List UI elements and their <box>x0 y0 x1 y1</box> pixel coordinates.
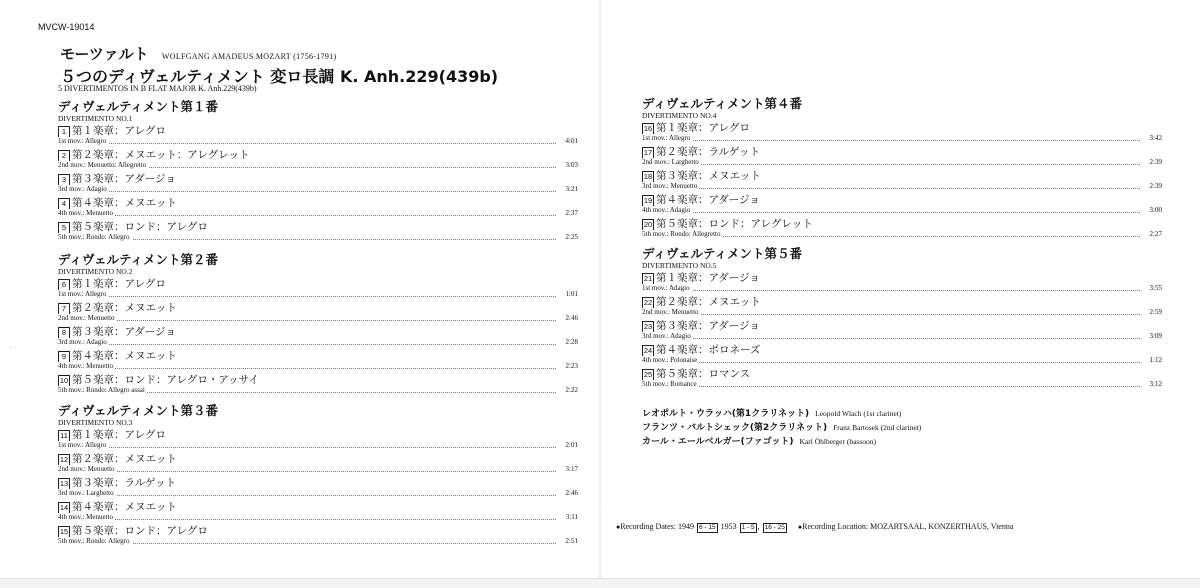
track-row <box>58 350 578 374</box>
track-title-en: 5th mov.: Romance <box>642 380 697 388</box>
track-title-jp: 第５楽章：ロンド：アレグロ <box>72 525 208 537</box>
track-title-jp: 第３楽章：メヌエット <box>656 170 761 182</box>
track-title-jp: 第５楽章：ロマンス <box>656 368 751 380</box>
track-duration: 2:27 <box>1149 230 1162 238</box>
track-duration: 2:23 <box>565 362 578 370</box>
divertimento-1 <box>58 99 578 245</box>
recording-dates-label: Recording Dates: 1949 <box>620 522 694 531</box>
leader-dots <box>60 543 556 544</box>
track-duration: 3:00 <box>1149 206 1162 214</box>
track-number: 24 <box>643 346 653 355</box>
track-duration: 3:42 <box>1149 134 1162 142</box>
track-row <box>58 525 578 549</box>
performer-3: カール・エールベルガー(ファゴット) Karl Öhlberger (bassoon) <box>642 437 877 447</box>
leader-dots <box>60 215 556 216</box>
track-title-en: 5th mov.: Rondo: Allegro <box>58 233 130 241</box>
track-title-en: 2nd mov.: Larghetto <box>642 158 699 166</box>
recording-year-1953: 1953 <box>720 522 737 531</box>
track-row <box>58 453 578 477</box>
track-duration: 4:01 <box>565 137 578 145</box>
track-duration: 2:39 <box>1149 158 1162 166</box>
track-title-jp: 第１楽章：アレグロ <box>72 429 166 441</box>
leader-dots <box>644 290 1140 291</box>
track-title-jp: 第４楽章：ポロネーズ <box>656 344 761 356</box>
track-title-jp: 第２楽章：メヌエット <box>656 296 761 308</box>
track-duration: 2:25 <box>565 233 578 241</box>
divertimento-title: ディヴェルティメント第２番 <box>58 252 219 267</box>
performers <box>642 407 921 449</box>
divertimento-title-en: DIVERTIMENTO NO.3 <box>58 418 133 427</box>
track-title-en: 3rd mov.: Larghetto <box>58 489 114 497</box>
track-title-en: 4th mov.: Menuetto <box>58 362 113 370</box>
work-title-en: 5 DIVERTIMENTOS IN B FLAT MAJOR K. Anh.229(439b) <box>58 84 257 93</box>
track-title-jp: 第４楽章：アダージョ <box>656 194 760 206</box>
track-title-en: 4th mov.: Menuetto <box>58 209 113 217</box>
track-row <box>642 146 1162 170</box>
performer-1: レオポルト・ウラッハ(第1クラリネット) Leopold Wlach (1st clarinet) <box>642 409 902 419</box>
divertimento-4 <box>642 96 1162 242</box>
leader-dots <box>60 296 556 297</box>
track-number: 3 <box>58 174 70 186</box>
track-row <box>58 125 578 149</box>
track-row <box>642 296 1162 320</box>
leader-dots <box>60 495 556 496</box>
recording-info: ●Recording Dates: 1949 6 - 15 1953 1 - 5 , 16 - 25 ●Recording Location: MOZARTSAAL, KONZERTHAUS, Vienna <box>616 522 1014 531</box>
track-number: 19 <box>643 196 653 205</box>
page-fold <box>598 0 602 587</box>
track-number: 5 <box>58 222 70 234</box>
divertimento-5 <box>642 246 1162 392</box>
work-title: ５つのディヴェルティメント 変ロ長調 K. Anh.229(439b) <box>60 67 499 86</box>
leader-dots <box>60 368 556 369</box>
track-row <box>58 278 578 302</box>
leader-dots <box>644 140 1140 141</box>
track-title-en: 2nd mov.: Menuetto <box>58 465 115 473</box>
divertimento-title: ディヴェルティメント第５番 <box>642 246 803 261</box>
track-number: 17 <box>643 148 653 157</box>
track-row <box>642 194 1162 218</box>
track-number: 12 <box>59 455 69 464</box>
track-number: 23 <box>643 322 653 331</box>
track-duration: 2:01 <box>565 441 578 449</box>
track-row <box>58 477 578 501</box>
catalog-number: MVCW-19014 <box>38 22 95 32</box>
leader-dots <box>644 362 1140 363</box>
leader-dots <box>60 471 556 472</box>
recording-location: Recording Location: MOZARTSAAL, KONZERTHAUS, Vienna <box>802 522 1014 531</box>
track-row <box>58 501 578 525</box>
composer-heading <box>60 43 336 64</box>
track-row <box>642 272 1162 296</box>
track-title-en: 4th mov.: Menuetto <box>58 513 113 521</box>
track-duration: 2:59 <box>1149 308 1162 316</box>
track-duration: 2:22 <box>565 386 578 394</box>
divertimento-3 <box>58 403 578 549</box>
leader-dots <box>60 344 556 345</box>
track-title-jp: 第５楽章：ロンド：アレグレット <box>656 218 813 230</box>
track-duration: 3:12 <box>1149 380 1162 388</box>
track-duration: 2:46 <box>565 314 578 322</box>
track-title-jp: 第３楽章：ラルゲット <box>72 477 177 489</box>
track-title-en: 1st mov.: Allegro <box>642 134 691 142</box>
track-title-en: 1st mov.: Allegro <box>58 137 107 145</box>
track-row <box>58 326 578 350</box>
track-row <box>58 149 578 173</box>
track-title-jp: 第３楽章：アダージョ <box>72 326 176 338</box>
track-number: 9 <box>58 351 70 363</box>
track-duration: 3:09 <box>1149 332 1162 340</box>
track-duration: 2:46 <box>565 489 578 497</box>
tracks-1953-b: 16 - 25 <box>764 524 785 531</box>
track-title-jp: 第１楽章：アレグロ <box>656 122 750 134</box>
leader-dots <box>60 447 556 448</box>
divertimento-2 <box>58 252 578 398</box>
edge-mark: · · <box>10 345 16 352</box>
track-title-jp: 第４楽章：メヌエット <box>72 350 177 362</box>
track-number: 4 <box>58 198 70 210</box>
track-number: 20 <box>643 220 653 229</box>
track-row <box>642 320 1162 344</box>
track-duration: 2:28 <box>565 338 578 346</box>
track-number: 1 <box>58 126 70 138</box>
track-title-en: 2nd mov.: Menuetto <box>642 308 699 316</box>
divertimento-title-en: DIVERTIMENTO NO.5 <box>642 261 717 270</box>
track-row <box>642 368 1162 392</box>
track-title-en: 5th mov.: Rondo: Allegro assai <box>58 386 145 394</box>
track-duration: 2:51 <box>565 537 578 545</box>
leader-dots <box>644 314 1140 315</box>
track-duration: 3:17 <box>565 465 578 473</box>
right-page <box>600 0 1200 587</box>
divertimento-title-en: DIVERTIMENTO NO.1 <box>58 114 133 123</box>
track-title-jp: 第２楽章：メヌエット：アレグレット <box>72 149 250 161</box>
track-title-jp: 第２楽章：メヌエット <box>72 302 177 314</box>
tracks-1949: 6 - 15 <box>699 524 716 531</box>
track-title-en: 5th mov.: Rondo: Allegro <box>58 537 130 545</box>
left-page <box>0 0 600 587</box>
track-title-jp: 第１楽章：アレグロ <box>72 125 166 137</box>
track-duration: 1:01 <box>565 290 578 298</box>
divertimento-title: ディヴェルティメント第４番 <box>642 96 803 111</box>
track-row <box>58 197 578 221</box>
divertimento-title: ディヴェルティメント第１番 <box>58 99 219 114</box>
track-row <box>642 218 1162 242</box>
track-title-en: 3rd mov.: Adagio <box>58 185 107 193</box>
track-title-en: 2nd mov.: Menuetto <box>58 314 115 322</box>
track-number: 8 <box>58 327 70 339</box>
composer-jp: モーツァルト <box>60 45 149 63</box>
track-title-en: 4th mov.: Polonaise <box>642 356 698 364</box>
track-number: 18 <box>643 172 653 181</box>
leader-dots <box>644 338 1140 339</box>
track-title-jp: 第１楽章：アダージョ <box>656 272 760 284</box>
track-duration: 2:37 <box>565 209 578 217</box>
track-number: 16 <box>643 124 653 133</box>
track-title-en: 3rd mov.: Adagio <box>58 338 107 346</box>
leader-dots <box>644 188 1140 189</box>
track-title-en: 1st mov.: Allegro <box>58 290 107 298</box>
track-number: 14 <box>59 503 69 512</box>
track-number: 7 <box>58 303 70 315</box>
track-duration: 2:39 <box>1149 182 1162 190</box>
track-duration: 1:12 <box>1149 356 1162 364</box>
track-duration: 3:03 <box>565 161 578 169</box>
divertimento-title-en: DIVERTIMENTO NO.4 <box>642 111 717 120</box>
track-title-jp: 第４楽章：メヌエット <box>72 197 177 209</box>
track-title-jp: 第３楽章：アダージョ <box>656 320 760 332</box>
track-number: 15 <box>59 527 69 536</box>
track-title-jp: 第３楽章：アダージョ <box>72 173 176 185</box>
track-title-en: 5th mov.: Rondo: Allegretto <box>642 230 721 238</box>
track-number: 21 <box>643 274 653 283</box>
leader-dots <box>60 191 556 192</box>
track-title-en: 2nd mov.: Menuetto: Allegretto <box>58 161 147 169</box>
leader-dots <box>60 239 556 240</box>
track-row <box>58 374 578 398</box>
track-duration: 3:11 <box>565 513 578 521</box>
track-row <box>58 173 578 197</box>
track-title-jp: 第２楽章：ラルゲット <box>656 146 761 158</box>
track-title-jp: 第１楽章：アレグロ <box>72 278 166 290</box>
track-number: 25 <box>643 370 653 379</box>
track-title-en: 1st mov.: Allegro <box>58 441 107 449</box>
track-duration: 3:55 <box>1149 284 1162 292</box>
track-number: 6 <box>58 279 70 291</box>
track-row <box>58 302 578 326</box>
track-row <box>58 221 578 245</box>
track-title-en: 3rd mov.: Adagio <box>642 332 691 340</box>
track-row <box>58 429 578 453</box>
track-number: 11 <box>58 430 70 442</box>
track-number: 10 <box>59 376 69 385</box>
track-title-jp: 第５楽章：ロンド：アレグロ・アッサイ <box>72 374 259 386</box>
leader-dots <box>60 519 556 520</box>
leader-dots <box>644 212 1140 213</box>
divertimento-title: ディヴェルティメント第３番 <box>58 403 219 418</box>
track-row <box>642 170 1162 194</box>
leader-dots <box>644 386 1140 387</box>
track-number: 13 <box>59 479 69 488</box>
leader-dots <box>60 320 556 321</box>
track-title-jp: 第４楽章：メヌエット <box>72 501 177 513</box>
track-number: 22 <box>643 298 653 307</box>
track-title-jp: 第５楽章：ロンド：アレグロ <box>72 221 208 233</box>
leader-dots <box>60 143 556 144</box>
track-title-jp: 第２楽章：メヌエット <box>72 453 177 465</box>
track-title-en: 1st mov.: Adagio <box>642 284 690 292</box>
composer-en: WOLFGANG AMADEUS MOZART (1756-1791) <box>161 52 337 61</box>
performer-2: フランツ・バルトシェック(第2クラリネット) Franz Bartosek (2nd clarinet) <box>642 423 922 433</box>
track-title-en: 4th mov.: Adagio <box>642 206 691 214</box>
track-duration: 3:21 <box>565 185 578 193</box>
track-number: 2 <box>58 150 70 162</box>
tracks-1953-a: 1 - 5 <box>741 524 755 531</box>
divertimento-title-en: DIVERTIMENTO NO.2 <box>58 267 133 276</box>
leader-dots <box>644 164 1140 165</box>
track-title-en: 3rd mov.: Menuetto <box>642 182 698 190</box>
track-row <box>642 344 1162 368</box>
track-row <box>642 122 1162 146</box>
